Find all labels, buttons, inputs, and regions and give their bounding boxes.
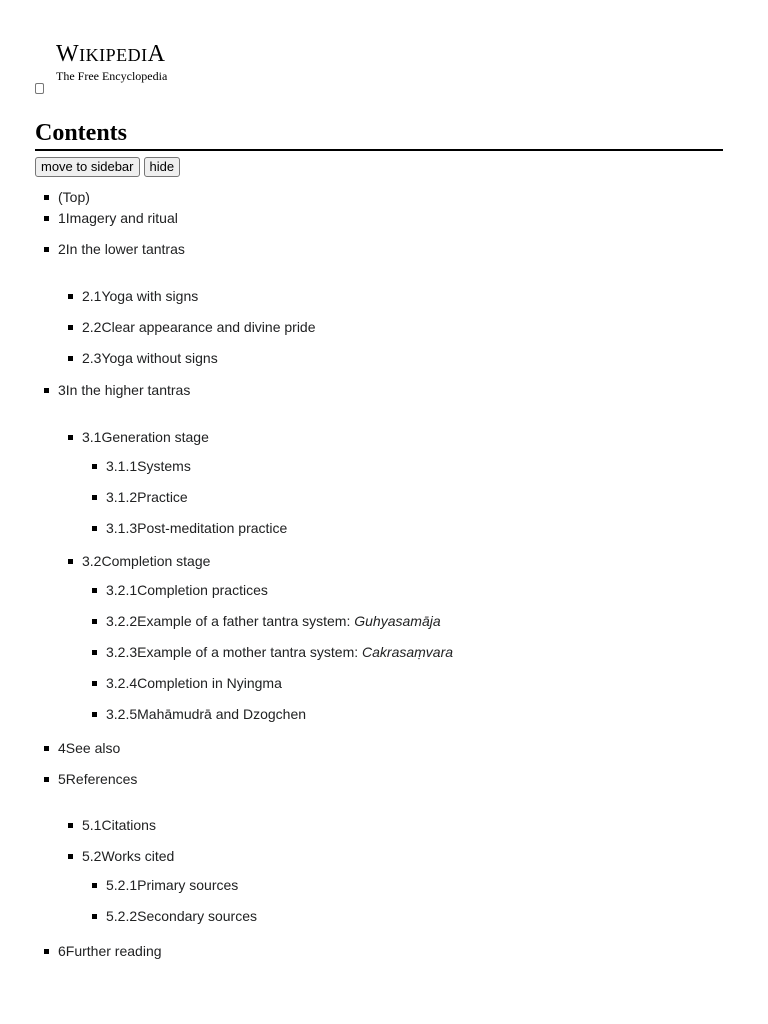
wordmark-last-letter: A <box>147 41 166 67</box>
toc-item-number: 5.1 <box>82 817 102 833</box>
list-bullet-icon <box>92 495 97 500</box>
toc-item-italic-text: Guhyasamāja <box>354 613 441 629</box>
list-bullet-icon <box>92 650 97 655</box>
toc-item-number: 3.1.3 <box>106 520 138 536</box>
toc-item-number: 1 <box>58 210 66 226</box>
toc-item[interactable] <box>106 643 453 661</box>
toc-item-text: Further reading <box>65 943 162 959</box>
list-bullet-icon <box>68 435 73 440</box>
list-bullet-icon <box>68 559 73 564</box>
list-bullet-icon <box>68 823 73 828</box>
hide-toc-button[interactable]: hide <box>144 157 181 177</box>
toc-item-text: Citations <box>101 817 156 833</box>
toc-item[interactable] <box>106 876 238 894</box>
toc-item[interactable] <box>106 488 188 506</box>
list-bullet-icon <box>44 247 49 252</box>
toc-item[interactable] <box>58 240 185 258</box>
list-bullet-icon <box>92 464 97 469</box>
toc-item-text: Example of a father tantra system: <box>137 613 355 629</box>
toc-item-number: 2.2 <box>82 319 102 335</box>
toc-item[interactable] <box>82 349 218 367</box>
toc-item-text: Imagery and ritual <box>65 210 178 226</box>
toc-item-text: Completion in Nyingma <box>137 675 282 691</box>
toc-item-italic-text: Cakrasaṃvara <box>362 644 454 660</box>
toc-item-number: 2.1 <box>82 288 102 304</box>
list-bullet-icon <box>92 681 97 686</box>
list-bullet-icon <box>44 746 49 751</box>
toc-item-number: 3.2.1 <box>106 582 138 598</box>
toc-item-number: 3.1 <box>82 429 102 445</box>
toc-item-text: Yoga with signs <box>101 288 199 304</box>
move-to-sidebar-button[interactable]: move to sidebar <box>35 157 140 177</box>
toc-item-text: Mahāmudrā and Dzogchen <box>137 706 307 722</box>
toc-item-number: 4 <box>58 740 66 756</box>
toc-item-number: 2.3 <box>82 350 102 366</box>
wordmark-first-letter: W <box>56 41 80 67</box>
list-bullet-icon <box>44 388 49 393</box>
toc-item-number: 5.2.2 <box>106 908 138 924</box>
toc-item-number: 3.1.2 <box>106 489 138 505</box>
toc-item-number: 3.2.5 <box>106 706 138 722</box>
toc-item-text: Primary sources <box>137 877 239 893</box>
toc-item-text: Completion practices <box>137 582 268 598</box>
toc-item[interactable] <box>58 209 178 227</box>
toc-heading: Contents <box>35 118 723 151</box>
toc-item-number: 5.2 <box>82 848 102 864</box>
list-bullet-icon <box>68 294 73 299</box>
toc-item-number: 2 <box>58 241 66 257</box>
toc-item-number: 5 <box>58 771 66 787</box>
toc-item[interactable] <box>106 674 282 692</box>
toc-item[interactable] <box>106 705 306 723</box>
toc-item-text: Post-meditation practice <box>137 520 288 536</box>
toc-item[interactable] <box>106 457 191 475</box>
toc-item-text: References <box>65 771 138 787</box>
list-bullet-icon <box>44 949 49 954</box>
toc-item-number: 3 <box>58 382 66 398</box>
toc-item[interactable] <box>82 552 210 570</box>
toc-item-text: Clear appearance and divine pride <box>101 319 316 335</box>
toc-item-number: 6 <box>58 943 66 959</box>
toc-item-text: Secondary sources <box>137 908 257 924</box>
toc-item-number: 5.2.1 <box>106 877 138 893</box>
toc-item[interactable] <box>82 428 209 446</box>
toc-item-text: Practice <box>137 489 188 505</box>
toc-item[interactable] <box>82 816 156 834</box>
list-bullet-icon <box>92 712 97 717</box>
toc-item[interactable] <box>58 188 90 206</box>
toc-item[interactable] <box>106 519 287 537</box>
toc-item-number: 3.2.2 <box>106 613 138 629</box>
toc-item[interactable] <box>106 581 268 599</box>
toc-item-text: Example of a mother tantra system: <box>137 644 363 660</box>
toc-item[interactable] <box>106 907 257 925</box>
toc-item[interactable] <box>58 381 190 399</box>
list-bullet-icon <box>68 356 73 361</box>
toc-item-text: See also <box>65 740 121 756</box>
toc-item-text: Systems <box>137 458 191 474</box>
toc-item-text: (Top) <box>58 189 90 205</box>
list-bullet-icon <box>92 619 97 624</box>
wordmark-small-caps: IKIPEDI <box>79 45 148 65</box>
wikipedia-tagline: The Free Encyclopedia <box>56 69 168 83</box>
list-bullet-icon <box>44 777 49 782</box>
toc-item-text: Completion stage <box>101 553 211 569</box>
list-bullet-icon <box>68 325 73 330</box>
list-bullet-icon <box>92 588 97 593</box>
toc-item-text: In the lower tantras <box>65 241 185 257</box>
toc-item[interactable] <box>82 318 316 336</box>
toc-item-text: In the higher tantras <box>65 382 191 398</box>
list-bullet-icon <box>92 526 97 531</box>
toc-item-number: 3.1.1 <box>106 458 138 474</box>
toc-item-text: Yoga without signs <box>101 350 218 366</box>
toc-item[interactable] <box>82 287 198 305</box>
toc-item[interactable] <box>58 739 120 757</box>
list-bullet-icon <box>44 195 49 200</box>
toc-item[interactable] <box>58 942 162 960</box>
list-bullet-icon <box>92 883 97 888</box>
toc-item-text: Generation stage <box>101 429 209 445</box>
toc-item-number: 3.2 <box>82 553 102 569</box>
toc-item[interactable] <box>106 612 441 630</box>
toc-item-number: 3.2.3 <box>106 644 138 660</box>
toc-item[interactable] <box>82 847 174 865</box>
list-bullet-icon <box>92 914 97 919</box>
toc-item-text: Works cited <box>101 848 175 864</box>
list-bullet-icon <box>68 854 73 859</box>
list-bullet-icon <box>44 216 49 221</box>
toc-item[interactable] <box>58 770 137 788</box>
toc-item-number: 3.2.4 <box>106 675 138 691</box>
